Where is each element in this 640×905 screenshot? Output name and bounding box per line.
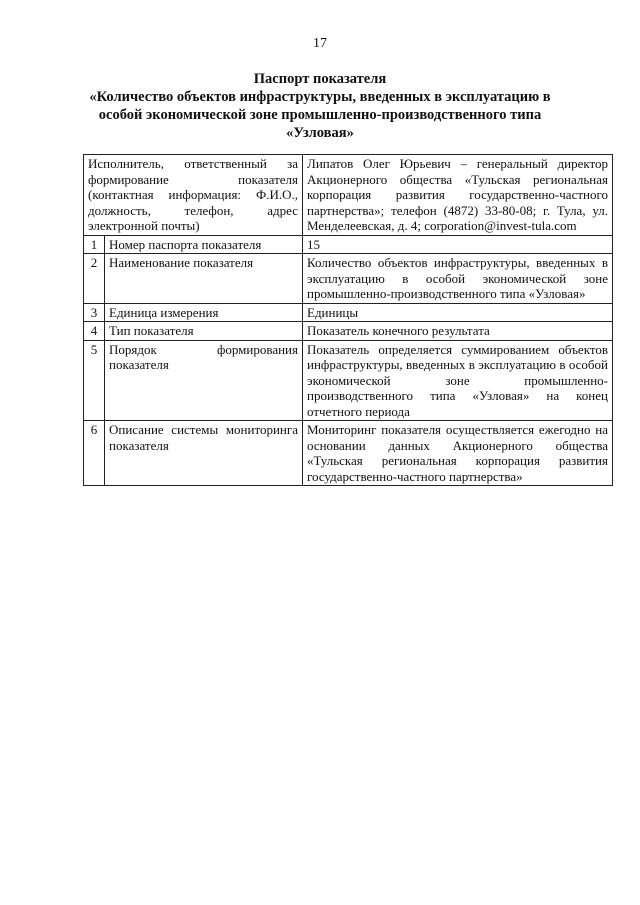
row-name: Порядок формирования показателя [105, 340, 303, 421]
row-value: Единицы [303, 303, 613, 322]
passport-table [83, 154, 613, 486]
row-name: Номер паспорта показателя [105, 235, 303, 254]
row-value: 15 [303, 235, 613, 254]
row-name: Наименование показателя [105, 254, 303, 304]
table-row [84, 235, 613, 254]
row-number: 3 [84, 303, 105, 322]
row-value: Мониторинг показателя осуществляется ежегодно на основании данных Акционерного общества «Тульская региональная корпорация развития государственно-частного партнерства» [303, 421, 613, 486]
row-name: Описание системы мониторинга показателя [105, 421, 303, 486]
row-value: Количество объектов инфраструктуры, введенных в эксплуатацию в особой экономической зоне промышленно-производственного типа «Узловая» [303, 254, 613, 304]
row-name: Тип показателя [105, 322, 303, 341]
row-value: Показатель определяется суммированием объектов инфраструктуры, введенных в эксплуатацию в особой экономической зоне промышленно-производственного типа «Узловая» на конец отчетного периода [303, 340, 613, 421]
table-row [84, 322, 613, 341]
row-number: 1 [84, 235, 105, 254]
table-row-responsible [84, 155, 613, 236]
page-number: 17 [313, 36, 327, 51]
table-row [84, 254, 613, 304]
row-number: 4 [84, 322, 105, 341]
title-line-1: Паспорт показателя [253, 71, 387, 87]
table-row [84, 303, 613, 322]
row-name: Единица измерения [105, 303, 303, 322]
title-line-3: особой экономической зоне промышленно-производственного типа [98, 107, 542, 123]
responsible-label: Исполнитель, ответственный за формирование показателя (контактная информация: Ф.И.О., должность, телефон, адрес электронной почты) [84, 155, 303, 236]
table-row [84, 340, 613, 421]
document-title [60, 70, 580, 142]
responsible-value: Липатов Олег Юрьевич – генеральный директор Акционерного общества «Тульская региональная корпорация развития государственно-частного партнерства»; телефон (4872) 33-80-08; г. Тула, ул. Менделеевская, д. 4; corporation@invest-tula.com [303, 155, 613, 236]
table-row [84, 421, 613, 486]
row-number: 6 [84, 421, 105, 486]
row-number: 2 [84, 254, 105, 304]
title-line-2: «Количество объектов инфраструктуры, введенных в эксплуатацию в [89, 89, 551, 105]
row-value: Показатель конечного результата [303, 322, 613, 341]
title-line-4: «Узловая» [286, 125, 354, 141]
row-number: 5 [84, 340, 105, 421]
